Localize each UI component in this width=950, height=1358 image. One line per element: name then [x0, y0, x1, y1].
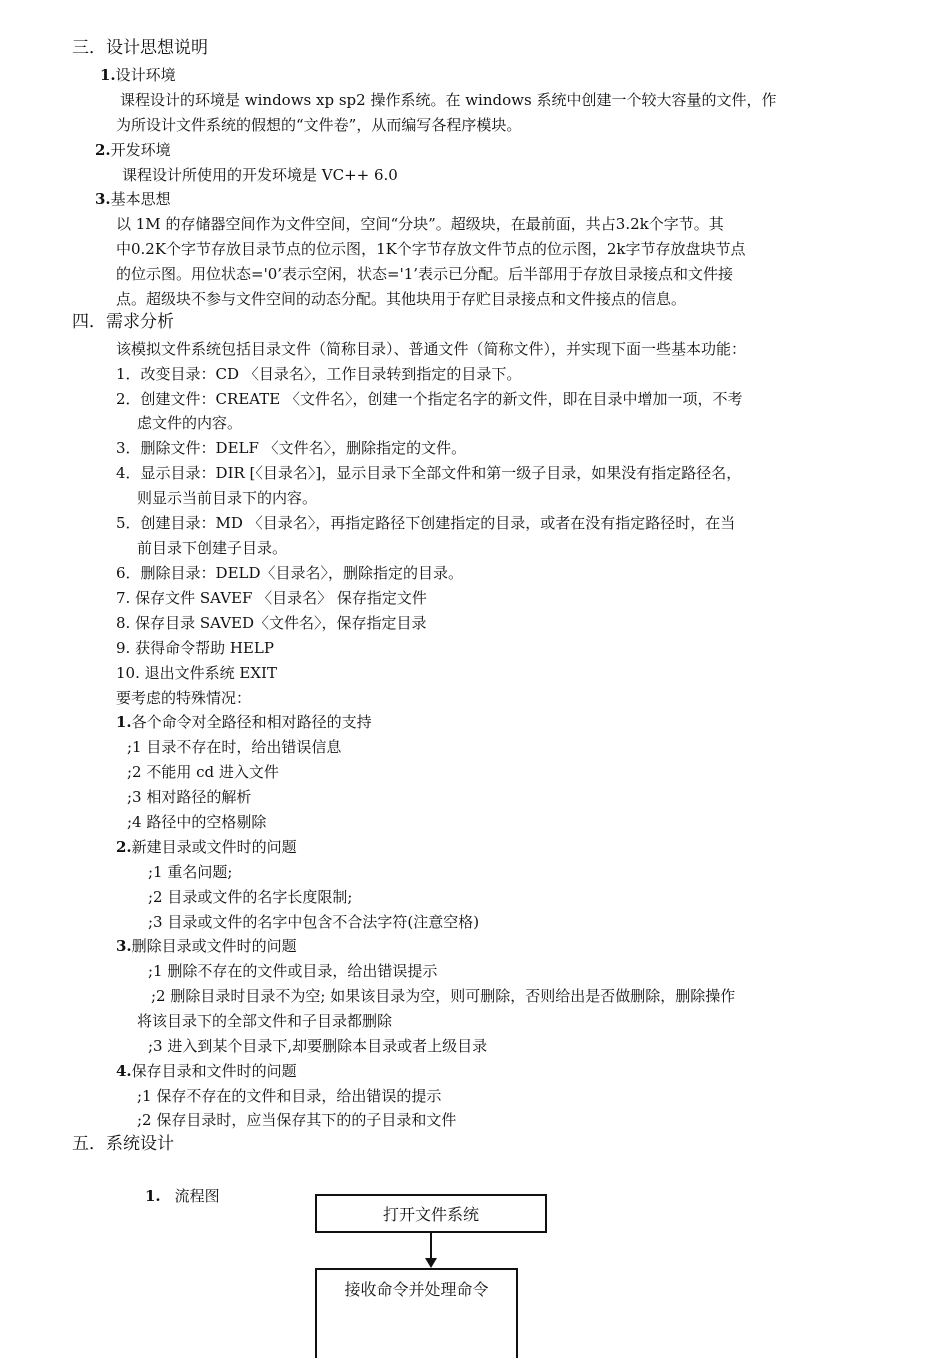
sub-heading: 4.保存目录和文件时的问题 [116, 1062, 297, 1080]
paragraph-line: 的位示图。用位状态='0’表示空闲，状态='1’表示已分配。后半部用于存放目录接点和文件接 [116, 265, 734, 283]
paragraph-line: 要考虑的特殊情况： [116, 689, 252, 707]
list-item: 7. 保存文件 SAVEF 〈目录名〉 保存指定文件 [116, 589, 427, 607]
sub-item: ;3 进入到某个目录下,却要删除本目录或者上级目录 [148, 1037, 488, 1055]
list-item: 1．改变目录：CD 〈目录名〉，工作目录转到指定的目录下。 [116, 365, 522, 383]
paragraph-line: 为所设计文件系统的假想的“文件卷”，从而编写各程序模块。 [116, 116, 522, 134]
paragraph-line: 课程设计所使用的开发环境是 VC++ 6.0 [122, 166, 398, 184]
list-item: 6．删除目录：DELD〈目录名〉，删除指定的目录。 [116, 564, 464, 582]
flowchart-arrow-head [425, 1258, 437, 1268]
sub-item: ;2 不能用 cd 进入文件 [127, 763, 279, 781]
list-item: 4．显示目录：DIR [〈目录名〉]，显示目录下全部文件和第一级子目录，如果没有指定路径名， [116, 464, 742, 482]
flowchart-heading: 1. 流程图 [145, 1187, 220, 1205]
sub-item: ;1 重名问题; [148, 863, 233, 881]
paragraph-line: 以 1M 的存储器空间作为文件空间，空间“分块”。超级块，在最前面，共占3.2k个字节。其 [116, 215, 724, 233]
list-item: 8. 保存目录 SAVED〈文件名〉，保存指定目录 [116, 614, 427, 632]
section-3-heading: 三．设计思想说明 [72, 38, 208, 58]
list-item: 3．删除文件：DELF 〈文件名〉，删除指定的文件。 [116, 439, 467, 457]
sub-item-continued: 将该目录下的全部文件和子目录都删除 [137, 1012, 393, 1030]
sub-heading: 2.新建目录或文件时的问题 [116, 838, 297, 856]
sub-item: ;3 相对路径的解析 [127, 788, 252, 806]
list-item-continued: 前目录下创建子目录。 [137, 539, 288, 557]
idea-heading: 3.基本思想 [95, 190, 171, 208]
sub-item: ;1 目录不存在时，给出错误信息 [127, 738, 342, 756]
paragraph-line: 课程设计的环境是 windows xp sp2 操作系统。在 windows 系统中创建一个较大容量的文件，作 [120, 91, 777, 109]
sub-item: ;2 删除目录时目录不为空; 如果该目录为空，则可删除，否则给出是否做删除，删除操作 [151, 987, 736, 1005]
paragraph-line: 中0.2K个字节存放目录节点的位示图，1K个字节存放文件节点的位示图，2k字节存放盘块节点 [116, 240, 746, 258]
sub-item: ;4 路径中的空格剔除 [127, 813, 267, 831]
flowchart-box-open-fs: 打开文件系统 [315, 1194, 547, 1233]
sub-heading: 3.删除目录或文件时的问题 [116, 937, 297, 955]
sub-item: ;1 保存不存在的文件和目录，给出错误的提示 [137, 1087, 442, 1105]
flowchart-box-process-command: 接收命令并处理命令 [315, 1268, 518, 1358]
dev-heading: 2.开发环境 [95, 141, 171, 159]
paragraph-line: 点。超级块不参与文件空间的动态分配。其他块用于存贮目录接点和文件接点的信息。 [116, 290, 687, 308]
list-item: 5．创建目录：MD 〈目录名〉，再指定路径下创建指定的目录，或者在没有指定路径时，在当 [116, 514, 736, 532]
sub-item: ;3 目录或文件的名字中包含不合法字符(注意空格) [148, 913, 480, 931]
list-item-continued: 则显示当前目录下的内容。 [137, 489, 318, 507]
list-item-continued: 虑文件的内容。 [137, 414, 243, 432]
section-4-heading: 四．需求分析 [72, 312, 174, 332]
env-heading: 1.设计环境 [100, 66, 176, 84]
sub-heading: 1.各个命令对全路径和相对路径的支持 [116, 713, 372, 731]
list-item: 10. 退出文件系统 EXIT [116, 664, 277, 682]
list-item: 2．创建文件：CREATE 〈文件名〉，创建一个指定名字的新文件，即在目录中增加一项，不考 [116, 390, 743, 408]
flowchart-arrow [430, 1231, 432, 1261]
sub-item: ;1 删除不存在的文件或目录，给出错误提示 [148, 962, 438, 980]
paragraph-line: 该模拟文件系统包括目录文件（简称目录）、普通文件（简称文件），并实现下面一些基本功能： [116, 340, 747, 358]
sub-item: ;2 保存目录时，应当保存其下的的子目录和文件 [137, 1111, 457, 1129]
section-5-heading: 五．系统设计 [72, 1134, 174, 1154]
sub-item: ;2 目录或文件的名字长度限制; [148, 888, 353, 906]
list-item: 9. 获得命令帮助 HELP [116, 639, 274, 657]
